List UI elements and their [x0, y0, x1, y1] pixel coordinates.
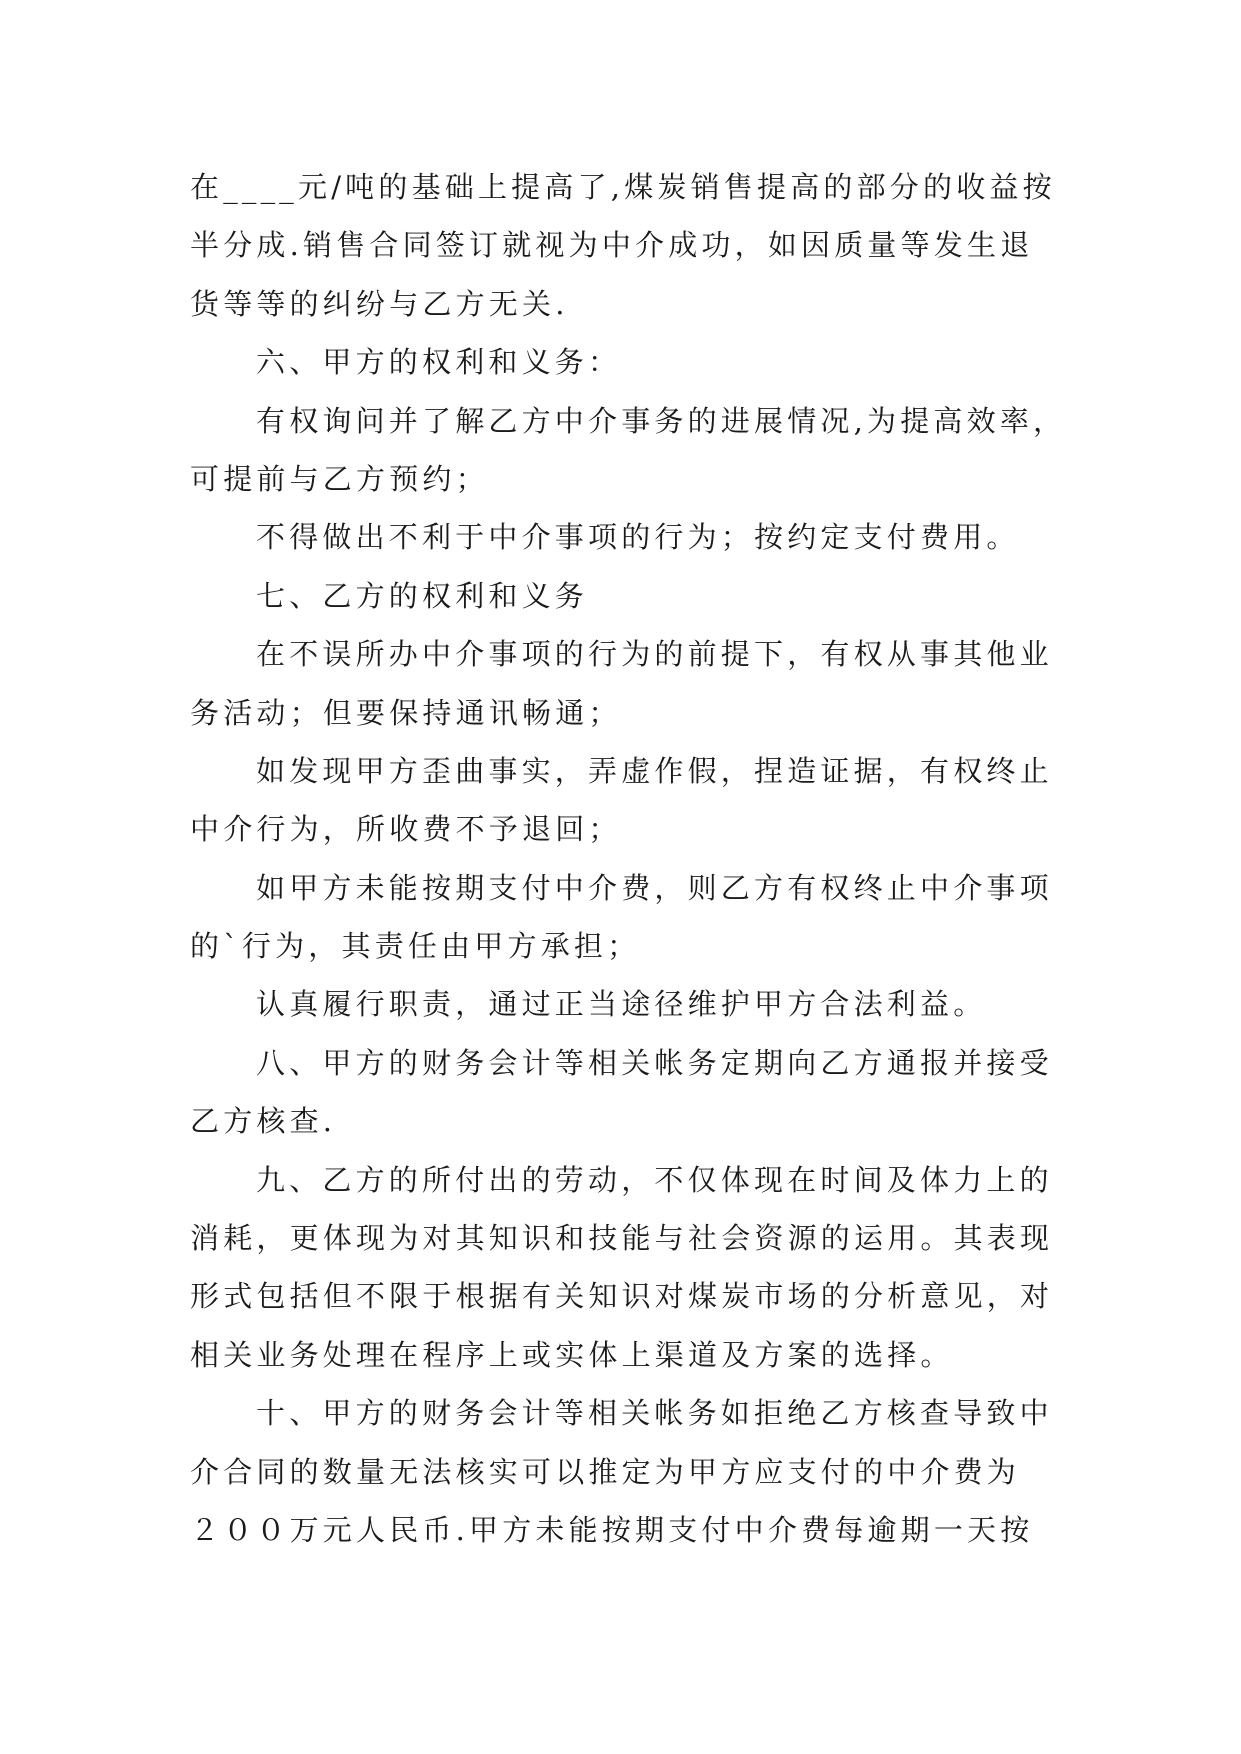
text-line: 如发现甲方歪曲事实，弄虚作假，捏造证据，有权终止 — [256, 753, 1053, 788]
text-line: 认真履行职责，通过正当途径维护甲方合法利益。 — [256, 987, 987, 1022]
section-heading-7: 七、乙方的权利和义务 — [256, 578, 589, 613]
text-line: 中介行为，所收费不予退回； — [190, 812, 622, 847]
text-line: 介合同的数量无法核实可以推定为甲方应支付的中介费为 — [190, 1454, 1021, 1489]
text-line: 可提前与乙方预约； — [190, 461, 489, 496]
text-line: 在____元/吨的基础上提高了,煤炭销售提高的部分的收益按 — [190, 170, 1056, 204]
section-heading-6: 六、甲方的权利和义务： — [256, 345, 622, 380]
section-heading-8: 八、甲方的财务会计等相关帐务定期向乙方通报并接受 — [256, 1045, 1053, 1080]
text-line: 消耗，更体现为对其知识和技能与社会资源的运用。其表现 — [190, 1221, 1054, 1256]
section-heading-10: 十、甲方的财务会计等相关帐务如拒绝乙方核查导致中 — [256, 1396, 1053, 1431]
text-line: 的`行为，其责任由甲方承担； — [190, 929, 641, 964]
text-line: 有权询问并了解乙方中介事务的进展情况,为提高效率， — [256, 403, 1067, 438]
text-line: 半分成.销售合同签订就视为中介成功，如因质量等发生退 — [190, 228, 1034, 263]
text-line: 形式包括但不限于根据有关知识对煤炭市场的分析意见，对 — [190, 1279, 1054, 1314]
text-line: 货等等的纠纷与乙方无关. — [190, 286, 569, 321]
text-line: 相关业务处理在程序上或实体上渠道及方案的选择。 — [190, 1337, 954, 1372]
text-line: 在不误所办中介事项的行为的前提下，有权从事其他业 — [256, 637, 1053, 672]
section-heading-9: 九、乙方的所付出的劳动，不仅体现在时间及体力上的 — [256, 1162, 1053, 1197]
document-body — [190, 158, 1067, 1559]
text-line: 如甲方未能按期支付中介费，则乙方有权终止中介事项 — [256, 870, 1053, 905]
text-line: ２００万元人民币.甲方未能按期支付中介费每逾期一天按 — [190, 1512, 1034, 1547]
text-line: 乙方核查. — [190, 1104, 337, 1139]
text-line: 不得做出不利于中介事项的行为；按约定支付费用。 — [256, 520, 1020, 555]
text-line: 务活动；但要保持通讯畅通； — [190, 695, 622, 730]
